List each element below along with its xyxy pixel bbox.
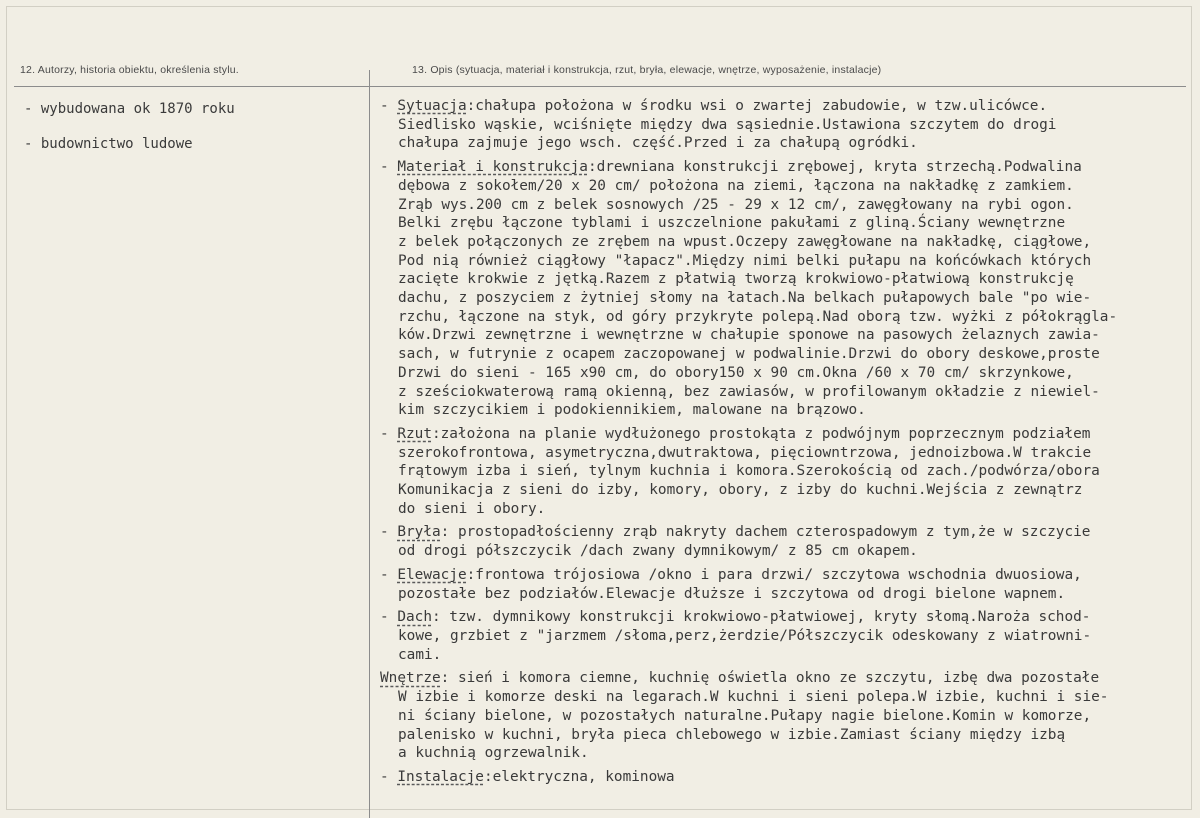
header-divider <box>14 86 1186 87</box>
column-header-authors: 12. Autorzy, historia obiektu, określenia stylu. <box>20 64 239 76</box>
section-text: :założona na planie wydłużonego prostokąta z podwójnym poprzecznym podziałem <box>431 425 1091 442</box>
section-label: Dach <box>397 609 432 626</box>
section-line: z sześciokwaterową ramą okienną, bez zawiasów, w profilowanym okładzie z niewiel- <box>398 383 1100 400</box>
description-section <box>380 425 1190 519</box>
column-header-description: 13. Opis (sytuacja, materiał i konstrukcja, rzut, bryła, elewacje, wnętrze, wyposażenie, instalacje) <box>412 64 882 76</box>
bullet-dash: - <box>380 425 398 442</box>
section-line: a kuchnią ogrzewalnik. <box>398 745 589 762</box>
section-label: Elewacje <box>397 566 467 583</box>
section-line: dachu, z poszyciem z żytniej słomy na łatach.Na belkach pułapowych bale "po wie- <box>398 290 1092 307</box>
column-divider <box>369 70 370 818</box>
section-line: chałupa zajmuje jego wsch. część.Przed i za chałupą ogródki. <box>398 135 918 152</box>
section-first-line <box>380 669 1190 688</box>
description-section <box>380 566 1190 603</box>
section-label: Instalacje <box>397 768 484 785</box>
section-line: szerokofrontowa, asymetryczna,dwutraktowa, pięciowntrzowa, jednoizbowa.W trakcie <box>398 444 1092 461</box>
section-line: do sieni i obory. <box>398 500 546 517</box>
section-line: dębowa z sokołem/20 x 20 cm/ położona na ziemi, łączona na nakładkę z zamkiem. <box>398 177 1074 194</box>
section-first-line <box>380 566 1190 585</box>
section-line: z belek połączonych ze zrębem na wpust.Oczepy zawęgłowane na nakładkę, ciągłowe, <box>398 233 1092 250</box>
section-label: Rzut <box>397 425 432 442</box>
bullet-dash: - <box>380 768 398 785</box>
section-line: W izbie i komorze deski na legarach.W kuchni i sieni polepa.W izbie, kuchni i sie- <box>398 689 1109 706</box>
section-line: Belki zrębu łączone tyblami i uszczelnione pakułami z gliną.Ściany wewnętrzne <box>398 215 1066 232</box>
section-line: Siedlisko wąskie, wciśnięte między dwa sąsiednie.Ustawiona szczytem do drogi <box>398 116 1057 133</box>
bullet-dash: - <box>380 609 398 626</box>
section-first-line <box>380 425 1190 444</box>
section-label: Materiał i konstrukcja <box>397 159 588 176</box>
section-text: :drewniana konstrukcji zrębowej, kryta strzechą.Podwalina <box>587 159 1082 176</box>
section-first-line <box>380 768 1190 787</box>
section-first-line <box>380 523 1190 542</box>
section-first-line <box>380 158 1190 177</box>
style-note: - budownictwo ludowe <box>24 136 193 152</box>
section-line: sach, w futrynie z ocapem zaczopowanej w podwalinie.Drzwi do obory deskowe,proste <box>398 346 1100 363</box>
description-section <box>380 158 1190 420</box>
section-label: Sytuacja <box>397 98 467 114</box>
section-line: Komunikacja z sieni do izby, komory, obory, z izby do kuchni.Wejścia z zewnątrz <box>398 482 1083 499</box>
section-first-line <box>380 97 1190 116</box>
section-text: : sień i komora ciemne, kuchnię oświetla okno ze szczytu, izbę dwa pozostałe <box>440 670 1100 687</box>
section-text: : prostopadłościenny zrąb nakryty dachem czterospadowym z tym,że w szczycie <box>440 524 1091 541</box>
section-text: :frontowa trójosiowa /okno i para drzwi/ szczytowa wschodnia dwuosiowa, <box>466 566 1082 583</box>
section-label: Bryła <box>397 524 441 541</box>
section-line: pozostałe bez podziałów.Elewacje dłuższe i szczytowa od drogi bielone wapnem. <box>398 585 1066 602</box>
section-line: palenisko w kuchni, bryła pieca chlebowego w izbie.Zamiast ściany między izbą <box>398 726 1066 743</box>
section-line: Zrąb wys.200 cm z belek sosnowych /25 - 29 x 12 cm/, zawęgłowany na rybi ogon. <box>398 196 1074 213</box>
description-column <box>380 97 1190 792</box>
section-line: rzchu, łączone na styk, od góry przykryte polepą.Nad oborą tzw. wyżki z półokrągla- <box>398 308 1118 325</box>
section-text: :elektryczna, kominowa <box>483 768 675 785</box>
construction-date: - wybudowana ok 1870 roku <box>24 101 235 117</box>
section-line: od drogi półszczycik /dach zwany dymnikowym/ z 85 cm okapem. <box>398 543 918 560</box>
description-section <box>380 669 1190 763</box>
description-section <box>380 768 1190 787</box>
section-line: kim szczycikiem i podokiennikiem, malowane na brązowo. <box>398 402 866 419</box>
bullet-dash: - <box>380 524 398 541</box>
section-line: zacięte krokwie z jętką.Razem z płatwią tworzą krokwiowo-płatwiową konstrukcję <box>398 271 1074 288</box>
section-line: Pod nią również ciągłowy "łapacz".Między nimi belki pułapu na końcówkach których <box>398 252 1092 269</box>
description-section <box>380 608 1190 664</box>
section-text: :chałupa położona w środku wsi o zwartej zabudowie, w tzw.ulicówce. <box>466 98 1048 114</box>
bullet-dash: - <box>380 98 398 114</box>
section-text: : tzw. dymnikowy konstrukcji krokwiowo-płatwiowej, kryty słomą.Naroża schod- <box>431 609 1091 626</box>
section-line: kowe, grzbiet z "jarzmem /słoma,perz,żerdzie/Półszczycik odeskowany z wiatrowni- <box>398 627 1092 644</box>
section-line: ków.Drzwi zewnętrzne i wewnętrzne w chałupie sponowe na pasowych żelaznych zawia- <box>398 327 1100 344</box>
section-first-line <box>380 608 1190 627</box>
description-section <box>380 97 1190 153</box>
bullet-dash: - <box>380 159 398 176</box>
authors-column <box>24 100 364 170</box>
bullet-dash: - <box>380 566 398 583</box>
section-line: frątowym izba i sień, tylnym kuchnia i komora.Szerokością od zach./podwórza/obora <box>398 463 1100 480</box>
section-line: Drzwi do sieni - 165 x90 cm, do obory150 x 90 cm.Okna /60 x 70 cm/ skrzynkowe, <box>398 364 1074 381</box>
section-line: cami. <box>398 646 442 663</box>
section-label: Wnętrze <box>380 670 441 687</box>
section-line: ni ściany bielone, w pozostałych naturalne.Pułapy nagie bielone.Komin w komorze, <box>398 707 1092 724</box>
description-section <box>380 523 1190 560</box>
